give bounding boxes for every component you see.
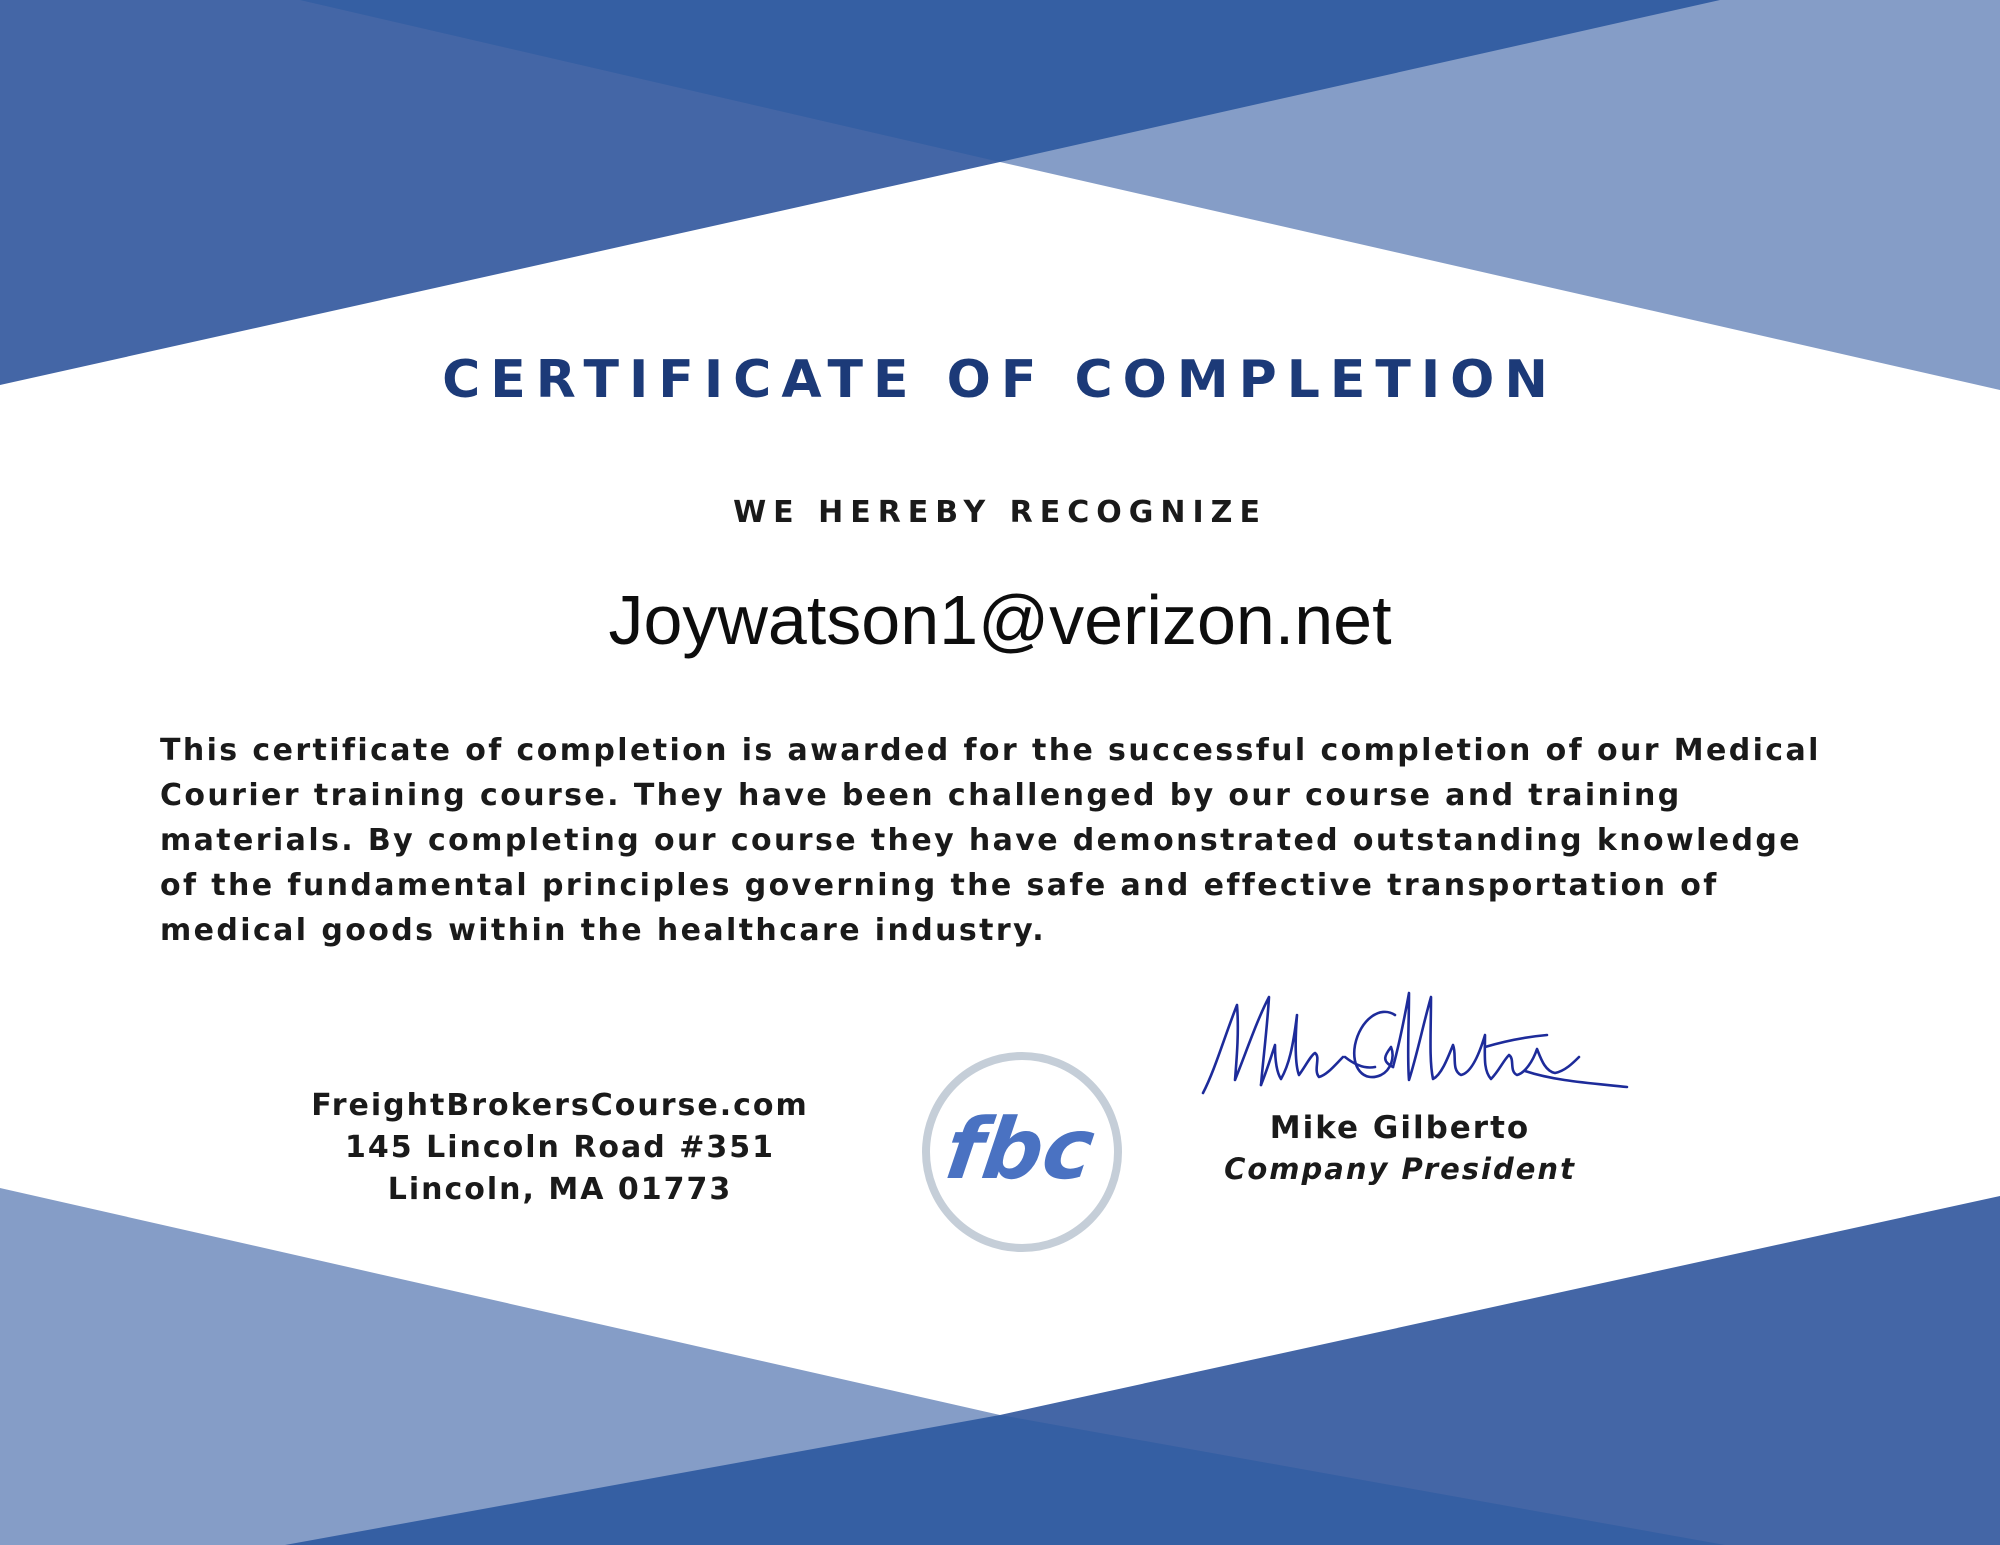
certificate-body: This certificate of completion is awarded for the successful completion of our Medical Courier training course. They have been challenged by our course and training materials. By completing our course they have demonstrated outstanding knowledge of the fundamental principles governing the safe and effective transportation of medical goods within the healthcare industry. (160, 733, 1821, 948)
certificate-title: CERTIFICATE OF COMPLETION (442, 350, 1558, 410)
fbc-logo-icon (920, 1050, 1124, 1254)
company-street: 145 Lincoln Road #351 (345, 1130, 775, 1165)
company-address (260, 1085, 860, 1211)
company-website: FreightBrokersCourse.com (311, 1088, 809, 1123)
company-city: Lincoln, MA 01773 (387, 1172, 733, 1207)
recipient-name: Joywatson1@verizon.net (608, 581, 1392, 659)
handwritten-signature-icon (1195, 975, 1635, 1105)
signer-title: Company President (1224, 1152, 1576, 1186)
signer-name: Mike Gilberto (1269, 1110, 1531, 1146)
recognize-label: WE HEREBY RECOGNIZE (733, 495, 1267, 530)
logo-text: fbc (939, 1100, 1101, 1198)
